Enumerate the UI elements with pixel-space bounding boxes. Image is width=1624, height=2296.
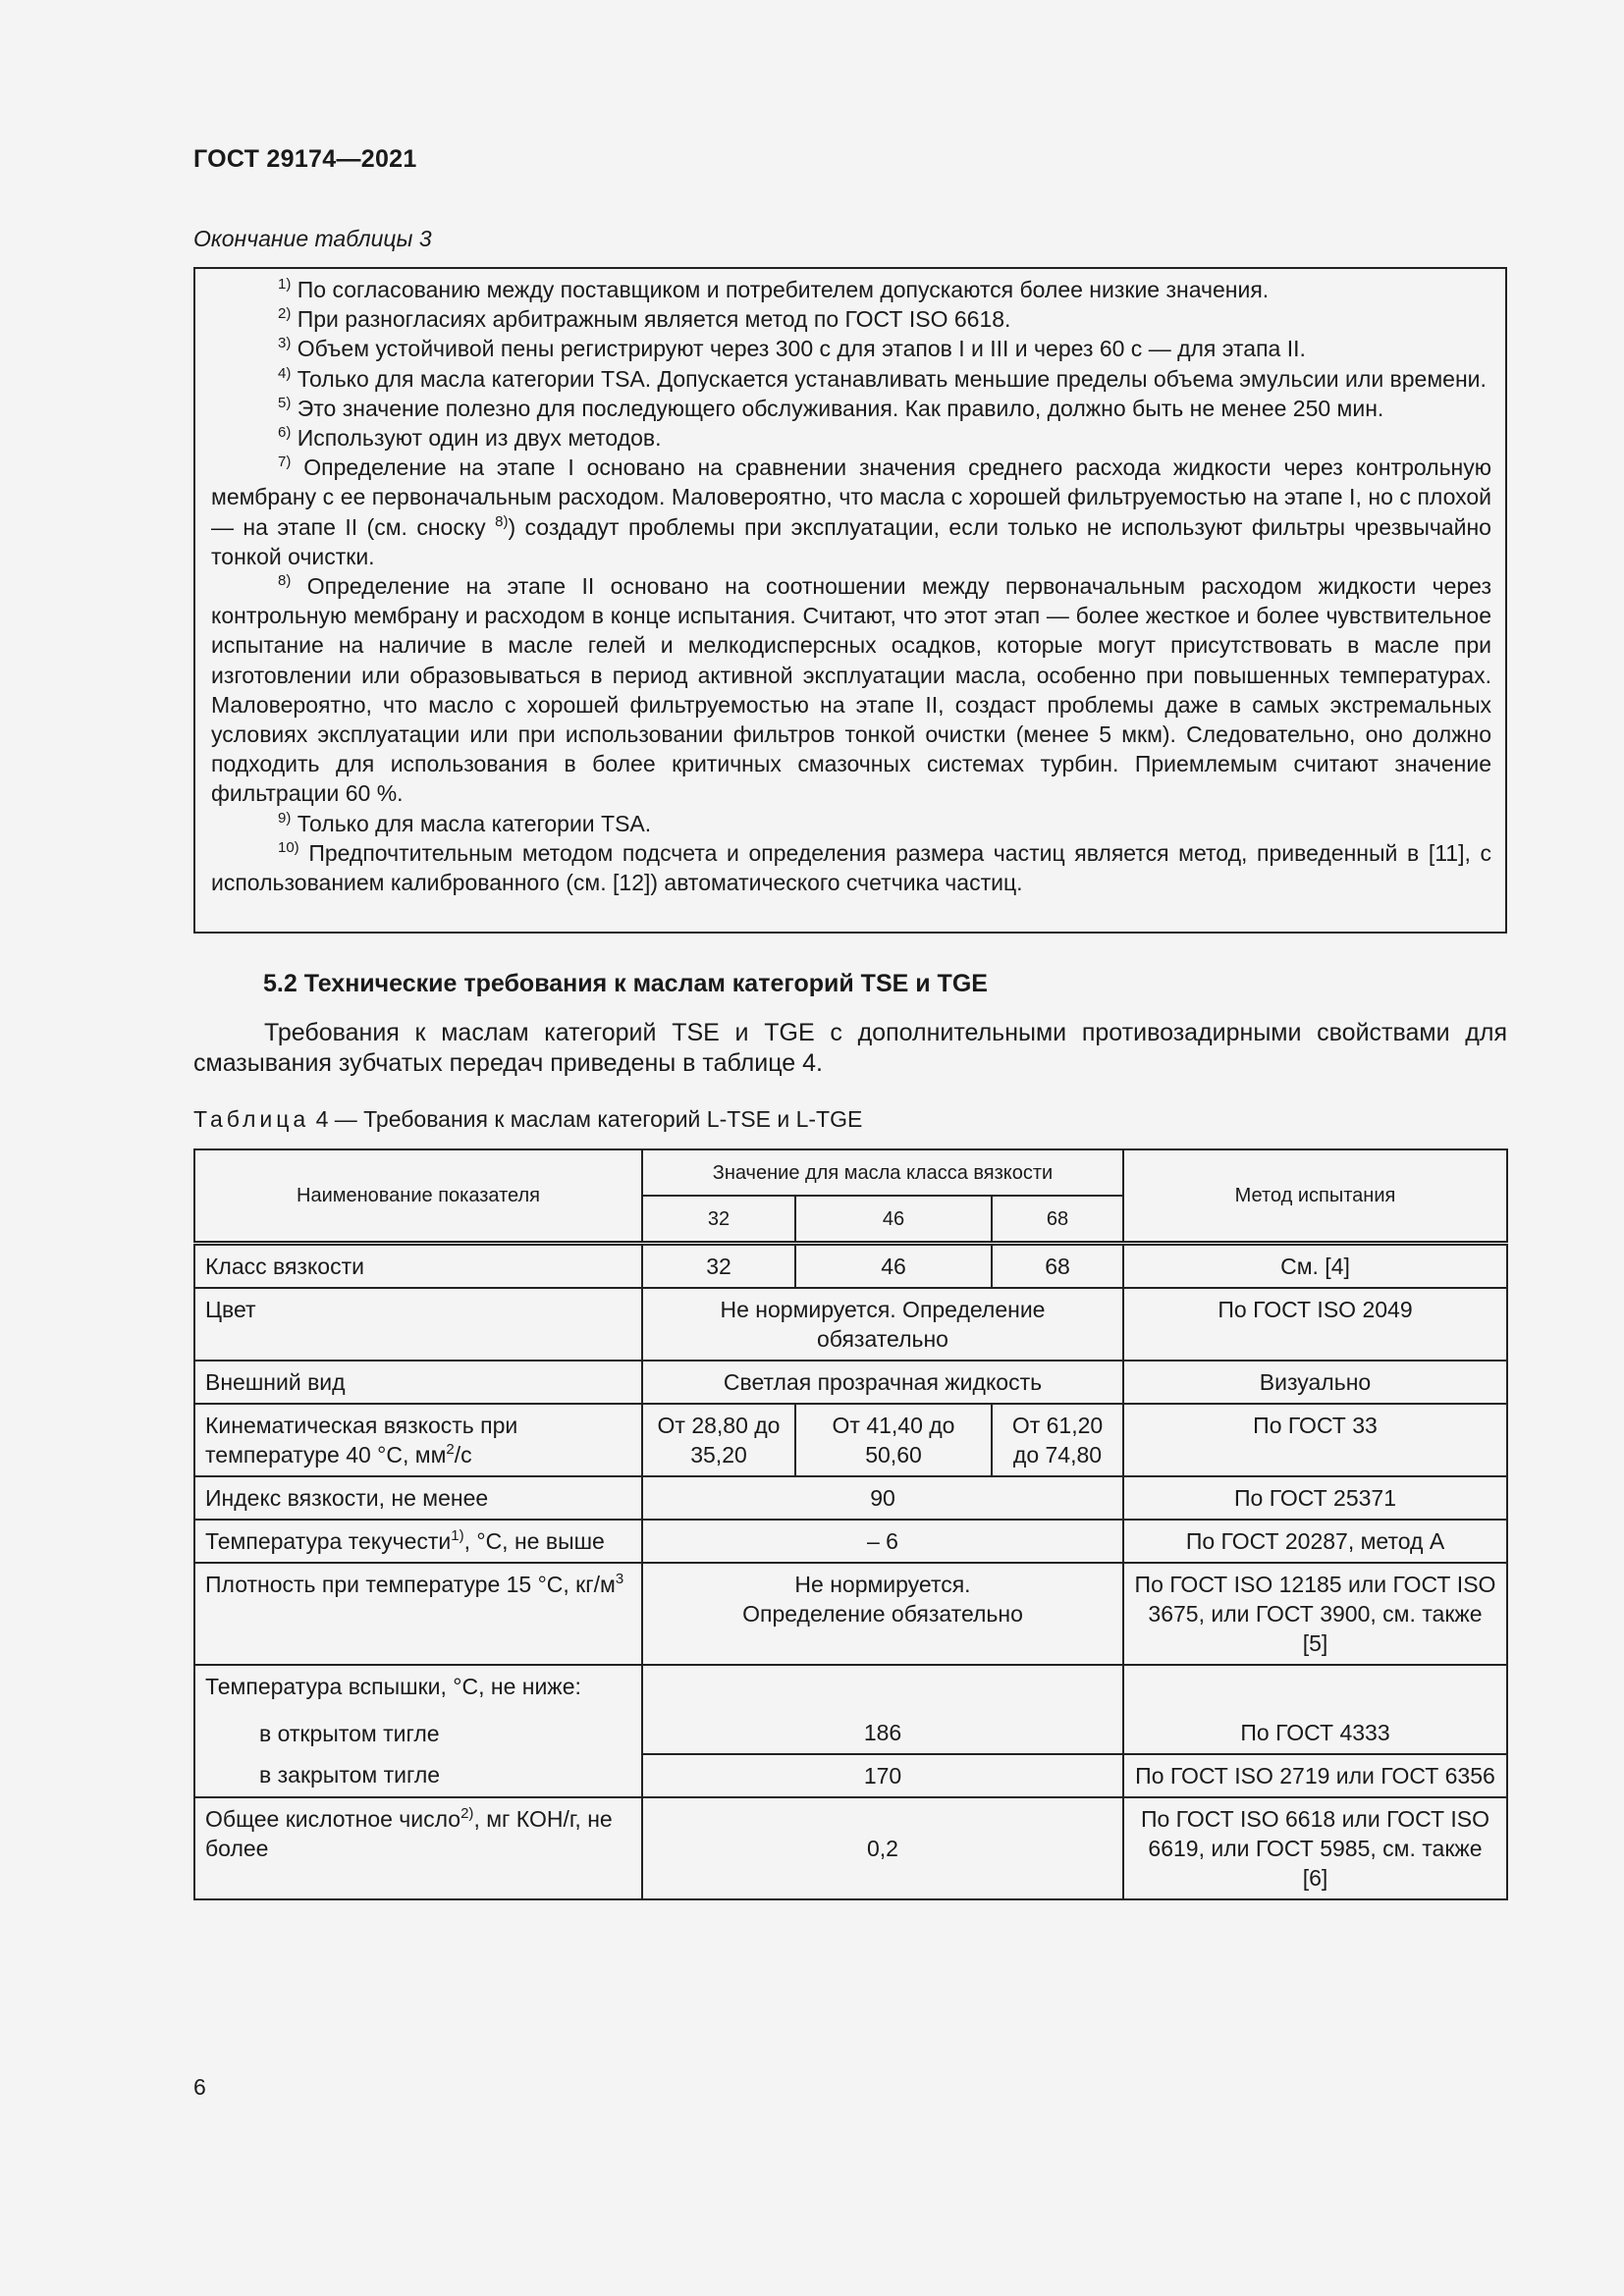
table-row: Индекс вязкости, не менее 90 По ГОСТ 25371 (194, 1476, 1507, 1520)
table-row: Температура вспышки, °С, не ниже: в открытом тигле 186 По ГОСТ 4333 (194, 1665, 1507, 1754)
footnote-reference: 8) (495, 512, 509, 530)
table-row: Плотность при температуре 15 °С, $кг/м^3$ Не нормируется. Определение обязательно По ГОСТ ISO 12185 или ГОСТ ISO 3675, или ГОСТ 3900, см. также [5] (194, 1563, 1507, 1665)
table4 (193, 1148, 1508, 1900)
table-row: Внешний вид Светлая прозрачная жидкость Визуально (194, 1361, 1507, 1404)
section-title: 5.2 Технические требования к маслам категорий TSE и TGE (263, 970, 988, 997)
footnote: $^{7)}$ Определение на этапе I основано на сравнении значения среднего расхода жидкости через контрольную мембрану с ее первоначальным расходом. Маловероятно, что масла с хорошей фильтруемостью на этапе I, но с плохой — на этапе II (см. сноску $^{8)}$) создадут проблемы при эксплуатации, если только не используют фильтры чрезвычайно тонкой очистки. (211, 454, 1492, 569)
header-method: Метод испытания (1123, 1149, 1507, 1244)
header-v68: 68 (992, 1196, 1123, 1244)
table4-caption: Таблица 4 — Требования к маслам категорий L-TSE и L-TGE (193, 1106, 863, 1132)
table-row: Температура текучести$^{1)}$, °С, не выше – 6 По ГОСТ 20287, метод А (194, 1520, 1507, 1563)
document-id: ГОСТ 29174—2021 (193, 145, 417, 173)
header-value-group: Значение для масла класса вязкости (642, 1149, 1123, 1196)
table-row: Цвет Не нормируется. Определение обязательно По ГОСТ ISO 2049 (194, 1288, 1507, 1361)
header-v32: 32 (642, 1196, 795, 1244)
footnote: $^{4)}$ Только для масла категории TSA. Допускается устанавливать меньшие пределы объема эмульсии или времени. (278, 364, 1487, 392)
table-row: в закрытом тигле 170 По ГОСТ ISO 2719 или ГОСТ 6356 (194, 1754, 1507, 1797)
footnote: $^{10)}$ Предпочтительным методом подсчета и определения размера частиц является метод, приведенный в [11], с использованием калиброванного (см. [12]) автоматического счетчика частиц. (211, 838, 1492, 896)
page-number: 6 (193, 2074, 206, 2100)
footnote: $^{1)}$ По согласованию между поставщиком и потребителем допускаются более низкие значения. (278, 276, 1270, 302)
footnote: $^{8)}$ Определение на этапе II основано на соотношении между первоначальным расходом жидкости через контрольную мембрану и расходом в конце испытания. Считают, что этот этап — более жесткое и более чувствительное испытание на наличие в масле гелей и мелкодисперсных осадков, которые могут присутствовать в масле при изготовлении или образовываться в период активной эксплуатации масла, особенно при повышенных температурах. Маловероятно, что масло с хорошей фильтруемостью на этапе II, создаст проблемы даже в самых экстремальных условиях эксплуатации или при использовании фильтров тонкой очистки (менее 5 мкм). Следовательно, оно должно подходить для использования в более критичных смазочных системах турбин. Приемлемым считают значение фильтрации 60 %. (211, 572, 1491, 807)
table-row: Кинематическая вязкость при температуре 40 °С, $мм^2/с$ От 28,80 до 35,20 От 41,40 до 50,60 От 61,20 до 74,80 По ГОСТ 33 (194, 1404, 1507, 1476)
table-continuation-caption: Окончание таблицы 3 (193, 226, 432, 251)
footnote: $^{6)}$ Используют один из двух методов. (278, 424, 662, 452)
header-v46: 46 (795, 1196, 992, 1244)
section-paragraph: Требования к маслам категорий TSE и TGE с дополнительными противозадирными свойствами для смазывания зубчатых передач приведены в таблице 4. (193, 1019, 1507, 1077)
table-row: Класс вязкости 32 46 68 См. [4] (194, 1244, 1507, 1289)
table-row: Общее кислотное число$^{2)}$, мг КОН/г, не более 0,2 По ГОСТ ISO 6618 или ГОСТ ISO 6619, или ГОСТ 5985, см. также [6] (194, 1797, 1507, 1899)
footnote: $^{9)}$ Только для масла категории TSA. (278, 809, 652, 836)
table3-footnotes-box (193, 267, 1507, 934)
header-name: Наименование показателя (194, 1149, 642, 1244)
footnote: $^{5)}$ Это значение полезно для последующего обслуживания. Как правило, должно быть не менее 250 мин. (278, 394, 1384, 421)
footnote: $^{3)}$ Объем устойчивой пены регистрируют через 300 с для этапов I и III и через 60 с — для этапа II. (278, 335, 1306, 362)
footnote: $^{2)}$ При разногласиях арбитражным является метод по ГОСТ ISO 6618. (278, 305, 1011, 333)
